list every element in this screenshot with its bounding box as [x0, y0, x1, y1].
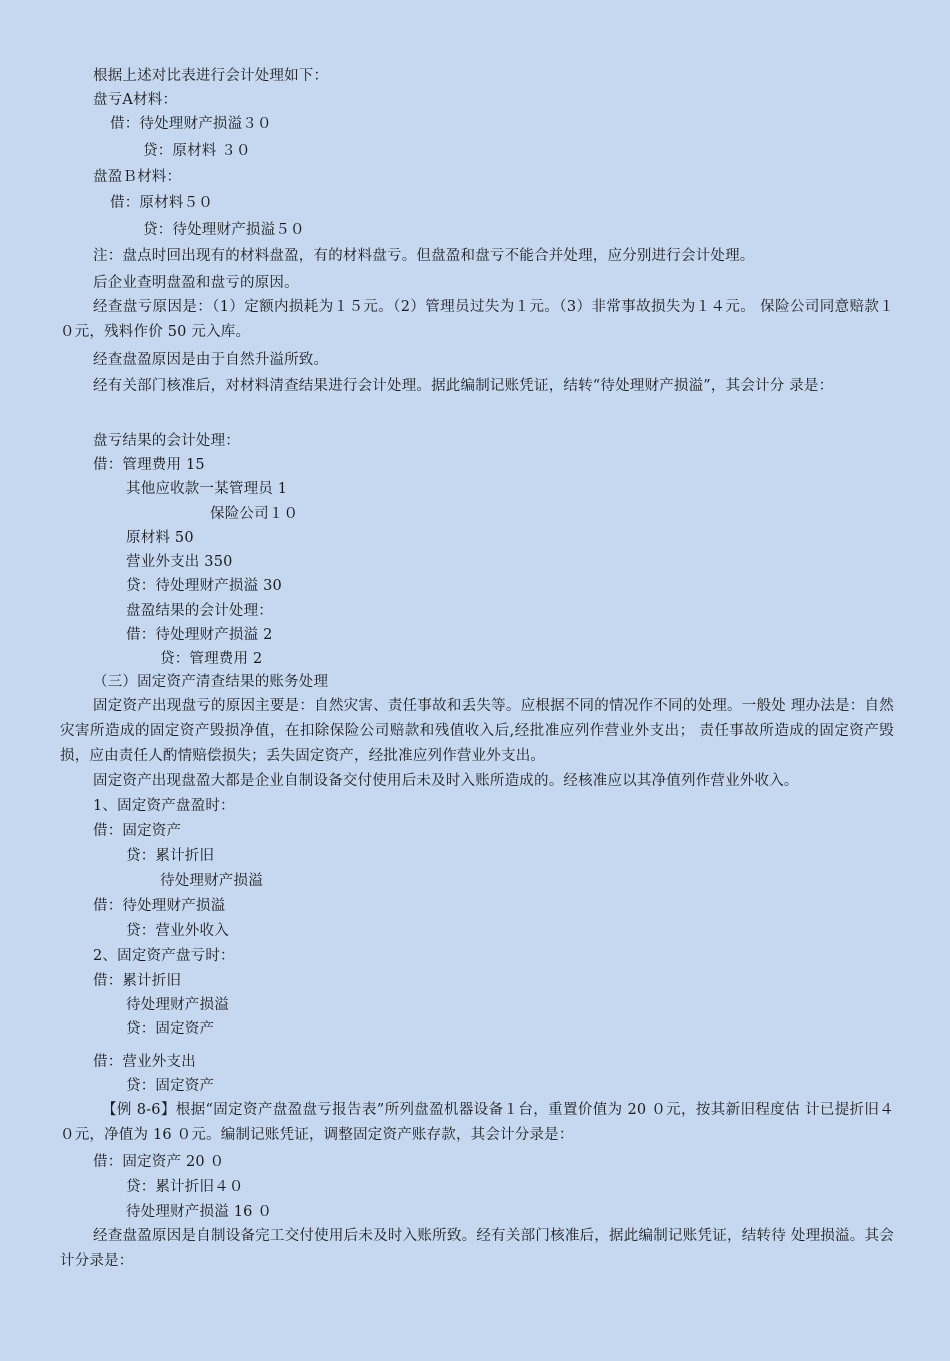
text-line: 盘盈Ｂ材料：: [93, 169, 182, 185]
journal-credit: 贷：管理费用 2: [160, 651, 263, 667]
journal-credit: 贷：累计折旧: [126, 848, 215, 864]
example-paragraph: 【例 8-6】根据“固定资产盘盈盘亏报告表”所列盘盈机器设备１台，重置价值为 20 ０元，按其新旧程度估 计已提折旧４０元，净值为 16 ０元。编制记账凭证，调整固定资产账存款，其会计分录是：: [60, 1102, 894, 1143]
section-heading: （三）固定资产清查结果的账务处理: [93, 674, 329, 690]
journal-debit: 借：待处理财产损溢: [93, 898, 226, 914]
journal-credit: 贷：待处理财产损溢 30: [126, 578, 282, 594]
journal-debit: 借：累计折旧: [93, 973, 182, 989]
journal-debit: 借：管理费用 15: [93, 457, 205, 473]
journal-credit: 贷：营业外收入: [126, 923, 229, 939]
journal-line: 保险公司１０: [210, 506, 299, 522]
journal-debit: 借：固定资产: [93, 823, 182, 839]
journal-credit: 贷：原材料 ３０: [143, 143, 251, 159]
text-line: 经查盘盈原因是由于自然升溢所致。: [93, 352, 329, 368]
journal-debit: 借：待处理财产损溢３０: [110, 116, 272, 132]
journal-credit: 贷：待处理财产损溢５０: [143, 222, 305, 238]
paragraph: 经查盘盈原因是自制设备完工交付使用后未及时入账所致。经有关部门核准后，据此编制记账凭证，结转待 处理损溢。其会计分录是：: [60, 1228, 894, 1269]
paragraph: 经有关部门核准后，对材料清查结果进行会计处理。据此编制记账凭证，结转“待处理财产损溢”，其会计分 录是：: [93, 378, 834, 394]
text-line: 固定资产出现盘盈大都是企业自制设备交付使用后未及时入账所造成的。经核准应以其净值列作营业外收入。: [93, 773, 799, 789]
journal-debit: 借：营业外支出: [93, 1054, 196, 1070]
journal-credit: 贷：累计折旧４０: [126, 1179, 244, 1195]
text-line: 盘亏A材料：: [93, 92, 178, 108]
journal-debit: 借：原材料５０: [110, 195, 213, 211]
journal-line: 待处理财产损溢: [160, 873, 263, 889]
paragraph: 固定资产出现盘亏的原因主要是：自然灾害、责任事故和丢失等。应根据不同的情况作不同的处理。一般处 理办法是：自然灾害所造成的固定资产毁损净值，在扣除保险公司赔款和残值收入后,经批准应列作营业外支出； 责任事故所造成的固定资产毁损，应由责任人酌情赔偿损失；丢失固定资产，经批准应列作营业外支出。: [60, 698, 894, 764]
text-line: 盘盈结果的会计处理：: [126, 603, 273, 619]
journal-line: 待处理财产损溢: [126, 997, 229, 1013]
text-line: 1、固定资产盘盈时：: [93, 798, 235, 814]
journal-line: 营业外支出 350: [126, 554, 233, 570]
text-line: 根据上述对比表进行会计处理如下：: [93, 68, 329, 84]
journal-line: 原材料 50: [126, 530, 194, 546]
text-line: 后企业查明盘盈和盘亏的原因。: [93, 275, 299, 291]
journal-credit: 贷：固定资产: [126, 1021, 215, 1037]
journal-line: 待处理财产损溢 16 ０: [126, 1204, 273, 1220]
journal-debit: 借：待处理财产损溢 2: [126, 627, 273, 643]
journal-line: 其他应收款一某管理员 1: [126, 481, 288, 497]
journal-debit: 借：固定资产 20 ０: [93, 1154, 225, 1170]
text-line: 2、固定资产盘亏时：: [93, 948, 235, 964]
paragraph: 经查盘亏原因是：（1）定额内损耗为１５元。（2）管理员过失为１元。（3）非常事故损失为１４元。 保险公司同意赔款１０元，残料作价 50 元入库。: [60, 299, 894, 340]
journal-credit: 贷：固定资产: [126, 1078, 215, 1094]
text-line: 盘亏结果的会计处理：: [93, 433, 240, 449]
note-line: 注：盘点时回出现有的材料盘盈，有的材料盘亏。但盘盈和盘亏不能合并处理，应分别进行会计处理。: [93, 248, 755, 264]
